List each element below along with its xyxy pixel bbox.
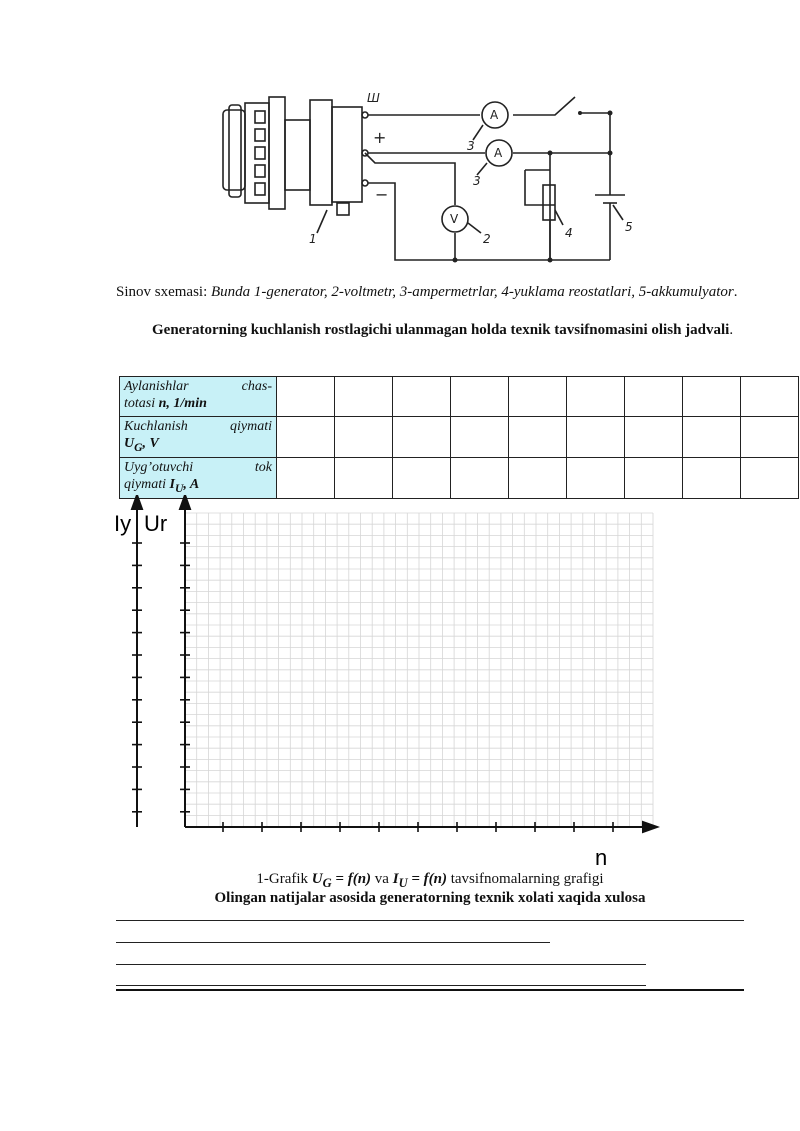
svg-text:3: 3 [473, 174, 481, 188]
table-cell[interactable] [393, 417, 451, 458]
schema-caption-lead: Sinov sxemasi: [116, 284, 208, 300]
schema-caption-text: Bunda 1-generator, 2-voltmetr, 3-ampermetrlar, 4-yuklama reostatlari, 5-akkumulyator [211, 284, 734, 300]
graph-caption: 1-Grafik $U_G = f(n)$ va $I_U = f(n)$ tavsifnomalarning grafigi [256, 871, 604, 890]
table-cell[interactable] [567, 457, 625, 498]
table-cell[interactable] [625, 457, 683, 498]
measurement-table [119, 376, 799, 499]
row-label-speed: Aylanishlar chas- totasi n, 1/min [120, 377, 277, 417]
answer-line[interactable] [116, 989, 744, 991]
table-title: Generatorning kuchlanish rostlagichi ulanmagan holda texnik tavsifnomasini olish jadvali. [152, 322, 734, 338]
svg-text:+: + [373, 128, 387, 147]
svg-text:5: 5 [625, 220, 633, 234]
table-cell[interactable] [277, 457, 335, 498]
schema-caption: Sinov sxemasi: Bunda 1-generator, 2-voltmetr, 3-ampermetrlar, 4-yuklama reostatlari, 5-akkumulyator. [116, 284, 738, 300]
y-axis-left-arrow [132, 495, 142, 509]
svg-text:3: 3 [467, 139, 475, 153]
ammeter-1-symbol: A [490, 108, 499, 122]
graph-grid [185, 513, 653, 827]
table-cell[interactable] [567, 377, 625, 417]
table-cell[interactable] [741, 417, 799, 458]
conclusion-heading: Olingan natijalar asosida generatorning texnik xolati xaqida xulosa [214, 890, 646, 906]
table-cell[interactable] [335, 457, 393, 498]
voltmeter-symbol: V [450, 212, 459, 226]
row-label-current: Uyg’otuvchi tok qiymati $I_U$, A [120, 457, 277, 498]
ammeter-2-symbol: A [494, 146, 503, 160]
table-cell[interactable] [335, 377, 393, 417]
table-cell[interactable] [509, 417, 567, 458]
table-cell[interactable] [451, 457, 509, 498]
table-row-current [120, 457, 799, 498]
table-title-text: Generatorning kuchlanish rostlagichi ulanmagan holda texnik tavsifnomasini olish jadvali [152, 322, 730, 338]
answer-line[interactable] [116, 964, 646, 965]
table-cell[interactable] [509, 457, 567, 498]
table-row-speed [120, 377, 799, 417]
blank-graph [105, 495, 665, 865]
table-cell[interactable] [567, 417, 625, 458]
answer-line[interactable] [116, 920, 744, 921]
table-cell[interactable] [335, 417, 393, 458]
table-cell[interactable] [393, 377, 451, 417]
svg-text:−: − [375, 185, 389, 204]
table-cell[interactable] [625, 417, 683, 458]
svg-text:2: 2 [483, 232, 491, 246]
y-label-right: Ur [144, 511, 168, 536]
table-cell[interactable] [277, 377, 335, 417]
table-cell[interactable] [625, 377, 683, 417]
x-axis-arrow [643, 822, 657, 832]
x-label: n [595, 845, 608, 865]
table-cell[interactable] [393, 457, 451, 498]
table-cell[interactable] [683, 377, 741, 417]
table-cell[interactable] [741, 457, 799, 498]
svg-text:4: 4 [565, 226, 573, 240]
table-cell[interactable] [277, 417, 335, 458]
table-cell[interactable] [741, 377, 799, 417]
test-circuit-diagram [215, 85, 645, 270]
table-cell[interactable] [683, 417, 741, 458]
table-cell[interactable] [451, 377, 509, 417]
table-cell[interactable] [451, 417, 509, 458]
svg-text:1: 1 [309, 232, 317, 246]
y-label-left: Iy [114, 511, 132, 536]
table-cell[interactable] [509, 377, 567, 417]
table-cell[interactable] [683, 457, 741, 498]
answer-line[interactable] [116, 985, 646, 986]
answer-line[interactable] [116, 942, 550, 943]
schema-label-sh: Ш [367, 91, 380, 105]
table-row-voltage [120, 417, 799, 458]
y-axis-right-arrow [180, 495, 190, 509]
row-label-voltage: Kuchlanish qiymati $U_G$, V [120, 417, 277, 458]
